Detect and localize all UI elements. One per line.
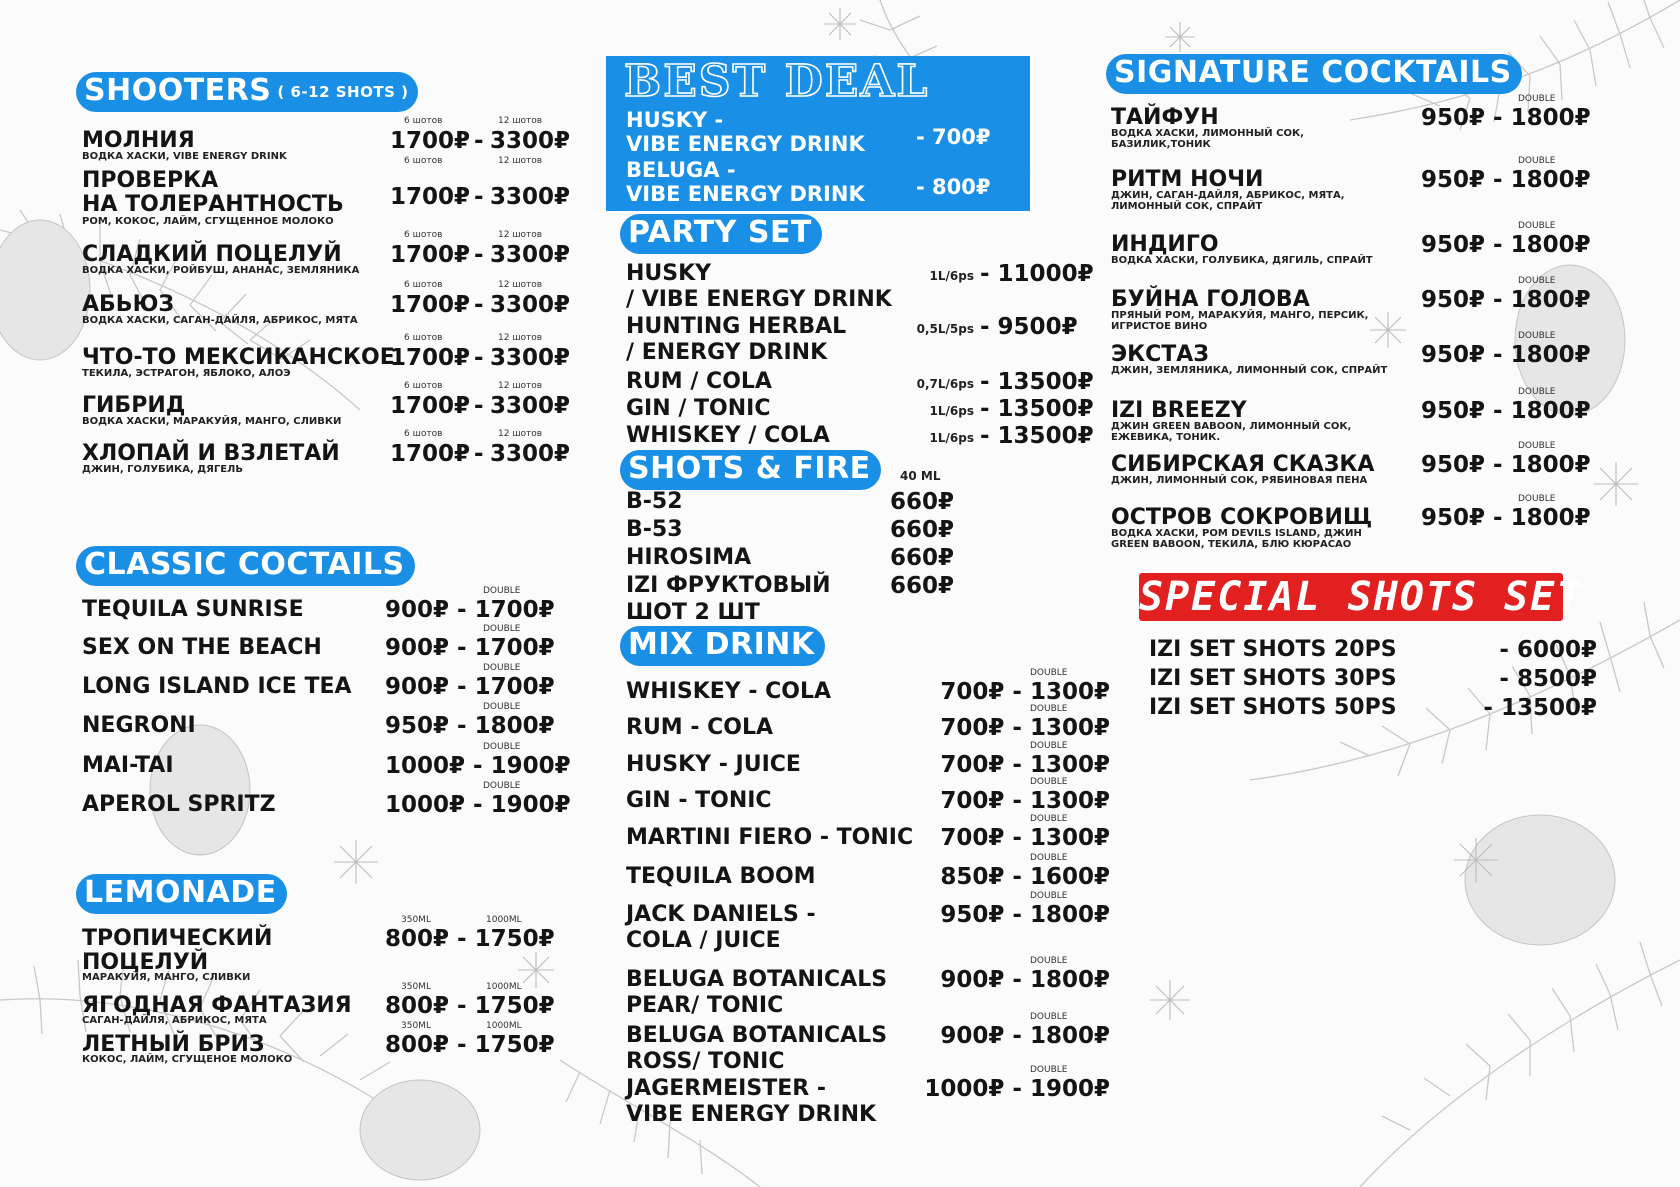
signature-item-desc: ДЖИН, ЗЕМЛЯНИКА, ЛИМОННЫЙ СОК, СПРАЙТ	[1111, 365, 1388, 376]
special-shots-item-name: IZI SET SHOTS 50PS	[1149, 695, 1397, 720]
shooters-price-6: 1700₽	[390, 184, 471, 210]
mix-drink-item-name-2: PEAR/ TONIC	[626, 993, 784, 1018]
party-set-item-price: - 13500₽	[980, 423, 1094, 449]
shooters-price-12: 3300₽	[490, 345, 571, 371]
lemonade-label-large: 1000ML	[486, 982, 522, 992]
shots-fire-item-price: 660₽	[890, 573, 955, 599]
price-separator: -	[474, 441, 484, 467]
best-deal-2-price: - 800₽	[916, 175, 991, 199]
signature-item-price: 950₽ - 1800₽	[1421, 452, 1591, 478]
special-shots-item-price: - 13500₽	[1483, 695, 1597, 721]
signature-double-label: DOUBLE	[1518, 221, 1556, 231]
party-set-item-name: WHISKEY / COLA	[626, 423, 830, 448]
mix-drink-item-name: TEQUILA BOOM	[626, 864, 816, 889]
lemonade-item-price: 800₽ - 1750₽	[385, 1032, 555, 1058]
lemonade-item-price: 800₽ - 1750₽	[385, 926, 555, 952]
shooters-label-12: 12 шотов	[498, 156, 543, 166]
mix-drink-item-name-2: ROSS/ TONIC	[626, 1049, 785, 1074]
special-shots-item-price: - 6000₽	[1499, 637, 1597, 663]
signature-item-desc: ВОДКА ХАСКИ, ЛИМОННЫЙ СОК, БАЗИЛИК,ТОНИК	[1111, 128, 1304, 150]
shooters-item-name: ЧТО-ТО МЕКСИКАНСКОЕ	[82, 345, 395, 370]
best-deal-box	[606, 56, 1030, 211]
mix-drink-double-label: DOUBLE	[1030, 777, 1068, 787]
party-set-item-name: RUM / COLA	[626, 369, 772, 394]
shooters-price-12: 3300₽	[490, 393, 571, 419]
price-separator: -	[474, 292, 484, 318]
mix-drink-item-price: 1000₽ - 1900₽	[924, 1076, 1110, 1102]
shooters-heading	[76, 72, 418, 112]
classic-item-price: 900₽ - 1700₽	[385, 674, 555, 700]
classic-item-price: 900₽ - 1700₽	[385, 597, 555, 623]
mix-drink-item-price: 900₽ - 1800₽	[940, 1023, 1110, 1049]
lemonade-label-large: 1000ML	[486, 1021, 522, 1031]
mix-drink-heading	[620, 626, 825, 666]
mix-drink-item-name: JACK DANIELS -	[626, 902, 816, 927]
classic-item-price: 1000₽ - 1900₽	[385, 792, 571, 818]
party-set-item-name: HUSKY	[626, 261, 712, 286]
shots-fire-item-name: HIROSIMA	[626, 545, 752, 570]
shooters-label-12: 12 шотов	[498, 116, 543, 126]
signature-item-price: 950₽ - 1800₽	[1421, 287, 1591, 313]
signature-double-label: DOUBLE	[1518, 331, 1556, 341]
lemonade-label-small: 350ML	[401, 915, 431, 925]
shots-fire-title: SHOTS & FIRE	[628, 451, 871, 486]
classic-item-name: LONG ISLAND ICE TEA	[82, 674, 352, 699]
party-set-item-name: GIN / TONIC	[626, 396, 771, 421]
price-separator: -	[474, 242, 484, 268]
signature-item-desc: ВОДКА ХАСКИ, ГОЛУБИКА, ДЯГИЛЬ, СПРАЙТ	[1111, 255, 1373, 266]
lemonade-item-desc: КОКОС, ЛАЙМ, СГУЩЕНОЕ МОЛОКО	[82, 1054, 293, 1065]
party-set-item-volume: 1L/6ps	[929, 269, 974, 283]
classic-item-name: TEQUILA SUNRISE	[82, 597, 304, 622]
lemonade-item-desc: МАРАКУЙЯ, МАНГО, СЛИВКИ	[82, 972, 251, 983]
shooters-item-desc: ВОДКА ХАСКИ, МАРАКУЙЯ, МАНГО, СЛИВКИ	[82, 416, 342, 427]
signature-item-name: IZI BREEZY	[1111, 398, 1247, 423]
party-set-item-price: - 9500₽	[980, 314, 1078, 340]
shots-fire-heading	[620, 450, 881, 490]
shooters-subtitle: ( 6-12 SHOTS )	[277, 83, 409, 101]
signature-title: SIGNATURE COCKTAILS	[1114, 55, 1512, 90]
classic-double-label: DOUBLE	[483, 586, 521, 596]
mix-drink-item-name: WHISKEY - COLA	[626, 679, 832, 704]
classic-item-name: MAI-TAI	[82, 753, 174, 778]
shooters-label-12: 12 шотов	[498, 230, 543, 240]
party-set-item-price: - 13500₽	[980, 396, 1094, 422]
lemonade-title: LEMONADE	[84, 875, 277, 910]
mix-drink-item-price: 700₽ - 1300₽	[940, 825, 1110, 851]
mix-drink-item-name: BELUGA BOTANICALS	[626, 1023, 888, 1048]
lemonade-label-small: 350ML	[401, 1021, 431, 1031]
signature-item-name: ИНДИГО	[1111, 232, 1219, 257]
mix-drink-item-price: 700₽ - 1300₽	[940, 715, 1110, 741]
shooters-label-6: 6 шотов	[404, 156, 443, 166]
mix-drink-item-price: 950₽ - 1800₽	[940, 902, 1110, 928]
best-deal-1-line2: VIBE ENERGY DRINK	[626, 132, 865, 156]
signature-item-desc: ДЖИН, САГАН-ДАЙЛЯ, АБРИКОС, МЯТА, ЛИМОННЫЙ СОК, СПРАЙТ	[1111, 190, 1345, 212]
shooters-item-desc: ВОДКА ХАСКИ, САГАН-ДАЙЛЯ, АБРИКОС, МЯТА	[82, 315, 358, 326]
signature-double-label: DOUBLE	[1518, 387, 1556, 397]
mix-drink-item-name: MARTINI FIERO - TONIC	[626, 825, 914, 850]
classic-item-price: 900₽ - 1700₽	[385, 635, 555, 661]
mix-drink-double-label: DOUBLE	[1030, 891, 1068, 901]
shooters-price-12: 3300₽	[490, 242, 571, 268]
mix-drink-double-label: DOUBLE	[1030, 741, 1068, 751]
mix-drink-item-price: 900₽ - 1800₽	[940, 967, 1110, 993]
classic-double-label: DOUBLE	[483, 781, 521, 791]
shooters-item-desc: РОМ, КОКОС, ЛАЙМ, СГУЩЕННОЕ МОЛОКО	[82, 216, 334, 227]
mix-drink-item-name-2: COLA / JUICE	[626, 928, 781, 953]
party-set-item-volume: 0,5L/5ps	[916, 322, 974, 336]
mix-drink-item-price: 850₽ - 1600₽	[940, 864, 1110, 890]
shooters-price-6: 1700₽	[390, 292, 471, 318]
signature-double-label: DOUBLE	[1518, 494, 1556, 504]
classic-item-name: APEROL SPRITZ	[82, 792, 276, 817]
best-deal-2-line1: BELUGA -	[626, 158, 736, 182]
lemonade-item-name: ЛЕТНЫЙ БРИЗ	[82, 1032, 265, 1057]
signature-item-price: 950₽ - 1800₽	[1421, 232, 1591, 258]
shots-fire-item-name: B-52	[626, 489, 683, 514]
signature-item-name: ТАЙФУН	[1111, 105, 1219, 130]
lemonade-item-price: 800₽ - 1750₽	[385, 993, 555, 1019]
classic-double-label: DOUBLE	[483, 702, 521, 712]
signature-item-desc: ДЖИН, ЛИМОННЫЙ СОК, РЯБИНОВАЯ ПЕНА	[1111, 475, 1368, 486]
signature-item-price: 950₽ - 1800₽	[1421, 398, 1591, 424]
signature-item-name: СИБИРСКАЯ СКАЗКА	[1111, 452, 1375, 477]
price-separator: -	[474, 345, 484, 371]
shooters-item-name-2: НА ТОЛЕРАНТНОСТЬ	[82, 192, 344, 217]
party-set-item-volume: 0,7L/6ps	[916, 377, 974, 391]
signature-double-label: DOUBLE	[1518, 441, 1556, 451]
shooters-price-12: 3300₽	[490, 441, 571, 467]
shooters-item-name: СЛАДКИЙ ПОЦЕЛУЙ	[82, 242, 342, 267]
shots-fire-item-name: B-53	[626, 517, 683, 542]
best-deal-2-line2: VIBE ENERGY DRINK	[626, 182, 865, 206]
shooters-label-6: 6 шотов	[404, 381, 443, 391]
shooters-item-name: ПРОВЕРКА	[82, 168, 219, 193]
classic-double-label: DOUBLE	[483, 742, 521, 752]
special-shots-item-name: IZI SET SHOTS 20PS	[1149, 637, 1397, 662]
lemonade-item-name-2: ПОЦЕЛУЙ	[82, 950, 209, 975]
price-separator: -	[474, 393, 484, 419]
shots-fire-item-name-2: ШОТ 2 ШТ	[626, 600, 760, 625]
shooters-label-6: 6 шотов	[404, 429, 443, 439]
price-separator: -	[474, 128, 484, 154]
shots-fire-volume: 40 ML	[900, 469, 941, 483]
classic-item-price: 1000₽ - 1900₽	[385, 753, 571, 779]
shooters-item-name: АБЬЮЗ	[82, 292, 175, 317]
signature-heading	[1106, 54, 1522, 94]
shooters-item-desc: ВОДКА ХАСКИ, РОЙБУШ, АНАНАС, ЗЕМЛЯНИКА	[82, 265, 360, 276]
mix-drink-double-label: DOUBLE	[1030, 668, 1068, 678]
shooters-label-12: 12 шотов	[498, 333, 543, 343]
mix-drink-double-label: DOUBLE	[1030, 956, 1068, 966]
lemonade-heading	[76, 874, 287, 914]
best-deal-1-price: - 700₽	[916, 125, 991, 149]
signature-item-price: 950₽ - 1800₽	[1421, 167, 1591, 193]
party-set-title: PARTY SET	[628, 215, 812, 250]
mix-drink-item-price: 700₽ - 1300₽	[940, 679, 1110, 705]
shooters-price-12: 3300₽	[490, 128, 571, 154]
signature-item-price: 950₽ - 1800₽	[1421, 105, 1591, 131]
mix-drink-item-name: GIN - TONIC	[626, 788, 772, 813]
mix-drink-double-label: DOUBLE	[1030, 1065, 1068, 1075]
shots-fire-item-price: 660₽	[890, 545, 955, 571]
shooters-price-6: 1700₽	[390, 242, 471, 268]
lemonade-item-name: ТРОПИЧЕСКИЙ	[82, 926, 273, 951]
classic-title: CLASSIC COCTAILS	[84, 547, 405, 582]
mix-drink-item-name: JAGERMEISTER -	[626, 1076, 826, 1101]
signature-item-desc: ВОДКА ХАСКИ, РОМ DEVILS ISLAND, ДЖИН GREEN BABOON, ТЕКИЛА, БЛЮ КЮРАСАО	[1111, 528, 1362, 550]
mix-drink-item-price: 700₽ - 1300₽	[940, 752, 1110, 778]
signature-double-label: DOUBLE	[1518, 94, 1556, 104]
shooters-price-12: 3300₽	[490, 292, 571, 318]
shooters-price-6: 1700₽	[390, 393, 471, 419]
party-set-item-price: - 11000₽	[980, 261, 1094, 287]
classic-double-label: DOUBLE	[483, 663, 521, 673]
signature-item-desc: ДЖИН GREEN BABOON, ЛИМОННЫЙ СОК, ЕЖЕВИКА, ТОНИК.	[1111, 421, 1352, 443]
special-shots-item-price: - 8500₽	[1499, 666, 1597, 692]
shooters-item-desc: ТЕКИЛА, ЭСТРАГОН, ЯБЛОКО, АЛОЭ	[82, 368, 291, 379]
shooters-label-12: 12 шотов	[498, 381, 543, 391]
shooters-item-name: ГИБРИД	[82, 393, 186, 418]
lemonade-item-name: ЯГОДНАЯ ФАНТАЗИЯ	[82, 993, 352, 1018]
signature-double-label: DOUBLE	[1518, 156, 1556, 166]
shooters-price-6: 1700₽	[390, 128, 471, 154]
party-set-item-name: HUNTING HERBAL	[626, 314, 847, 339]
classic-double-label: DOUBLE	[483, 624, 521, 634]
classic-heading	[76, 546, 415, 586]
shooters-price-12: 3300₽	[490, 184, 571, 210]
signature-item-desc: ПРЯНЫЙ РОМ, МАРАКУЙЯ, МАНГО, ПЕРСИК, ИГРИСТОЕ ВИНО	[1111, 310, 1369, 332]
shooters-item-desc: ДЖИН, ГОЛУБИКА, ДЯГЕЛЬ	[82, 464, 243, 475]
mix-drink-item-price: 700₽ - 1300₽	[940, 788, 1110, 814]
mix-drink-item-name-2: VIBE ENERGY DRINK	[626, 1102, 877, 1127]
party-set-item-name-2: / VIBE ENERGY DRINK	[626, 287, 892, 312]
signature-item-price: 950₽ - 1800₽	[1421, 342, 1591, 368]
lemonade-label-large: 1000ML	[486, 915, 522, 925]
mix-drink-title: MIX DRINK	[628, 627, 815, 662]
signature-item-name: ЭКСТАЗ	[1111, 342, 1209, 367]
shooters-title: SHOOTERS	[84, 73, 272, 108]
shots-fire-item-name: IZI ФРУКТОВЫЙ	[626, 573, 831, 598]
best-deal-title: BEST DEAL	[624, 56, 930, 107]
shooters-price-6: 1700₽	[390, 345, 471, 371]
shooters-item-name: МОЛНИЯ	[82, 128, 195, 153]
shooters-label-6: 6 шотов	[404, 230, 443, 240]
special-shots-item-name: IZI SET SHOTS 30PS	[1149, 666, 1397, 691]
shooters-price-6: 1700₽	[390, 441, 471, 467]
party-set-item-volume: 1L/6ps	[929, 431, 974, 445]
classic-item-price: 950₽ - 1800₽	[385, 713, 555, 739]
shots-fire-item-price: 660₽	[890, 489, 955, 515]
signature-item-name: БУЙНА ГОЛОВА	[1111, 287, 1310, 312]
shooters-label-6: 6 шотов	[404, 280, 443, 290]
party-set-item-volume: 1L/6ps	[929, 404, 974, 418]
signature-double-label: DOUBLE	[1518, 276, 1556, 286]
mix-drink-double-label: DOUBLE	[1030, 814, 1068, 824]
lemonade-label-small: 350ML	[401, 982, 431, 992]
party-set-item-price: - 13500₽	[980, 369, 1094, 395]
mix-drink-item-name: RUM - COLA	[626, 715, 774, 740]
mix-drink-double-label: DOUBLE	[1030, 1012, 1068, 1022]
shooters-item-desc: ВОДКА ХАСКИ, VIBE ENERGY DRINK	[82, 151, 287, 162]
mix-drink-double-label: DOUBLE	[1030, 853, 1068, 863]
shooters-label-6: 6 шотов	[404, 333, 443, 343]
price-separator: -	[474, 184, 484, 210]
shooters-item-name: ХЛОПАЙ И ВЗЛЕТАЙ	[82, 441, 340, 466]
classic-item-name: SEX ON THE BEACH	[82, 635, 322, 660]
mix-drink-item-name: HUSKY - JUICE	[626, 752, 801, 777]
signature-item-name: ОСТРОВ СОКРОВИЩ	[1111, 505, 1373, 530]
shooters-label-12: 12 шотов	[498, 280, 543, 290]
shooters-label-12: 12 шотов	[498, 429, 543, 439]
party-set-heading	[620, 214, 822, 254]
signature-item-name: РИТМ НОЧИ	[1111, 167, 1264, 192]
shots-fire-item-price: 660₽	[890, 517, 955, 543]
mix-drink-item-name: BELUGA BOTANICALS	[626, 967, 888, 992]
classic-item-name: NEGRONI	[82, 713, 196, 738]
signature-item-price: 950₽ - 1800₽	[1421, 505, 1591, 531]
shooters-label-6: 6 шотов	[404, 116, 443, 126]
lemonade-item-desc: САГАН-ДАЙЛЯ, АБРИКОС, МЯТА	[82, 1015, 267, 1026]
best-deal-1-line1: HUSKY -	[626, 108, 724, 132]
party-set-item-name-2: / ENERGY DRINK	[626, 340, 828, 365]
special-shots-heading: SPECIAL SHOTS SET	[1139, 574, 1583, 620]
mix-drink-double-label: DOUBLE	[1030, 704, 1068, 714]
